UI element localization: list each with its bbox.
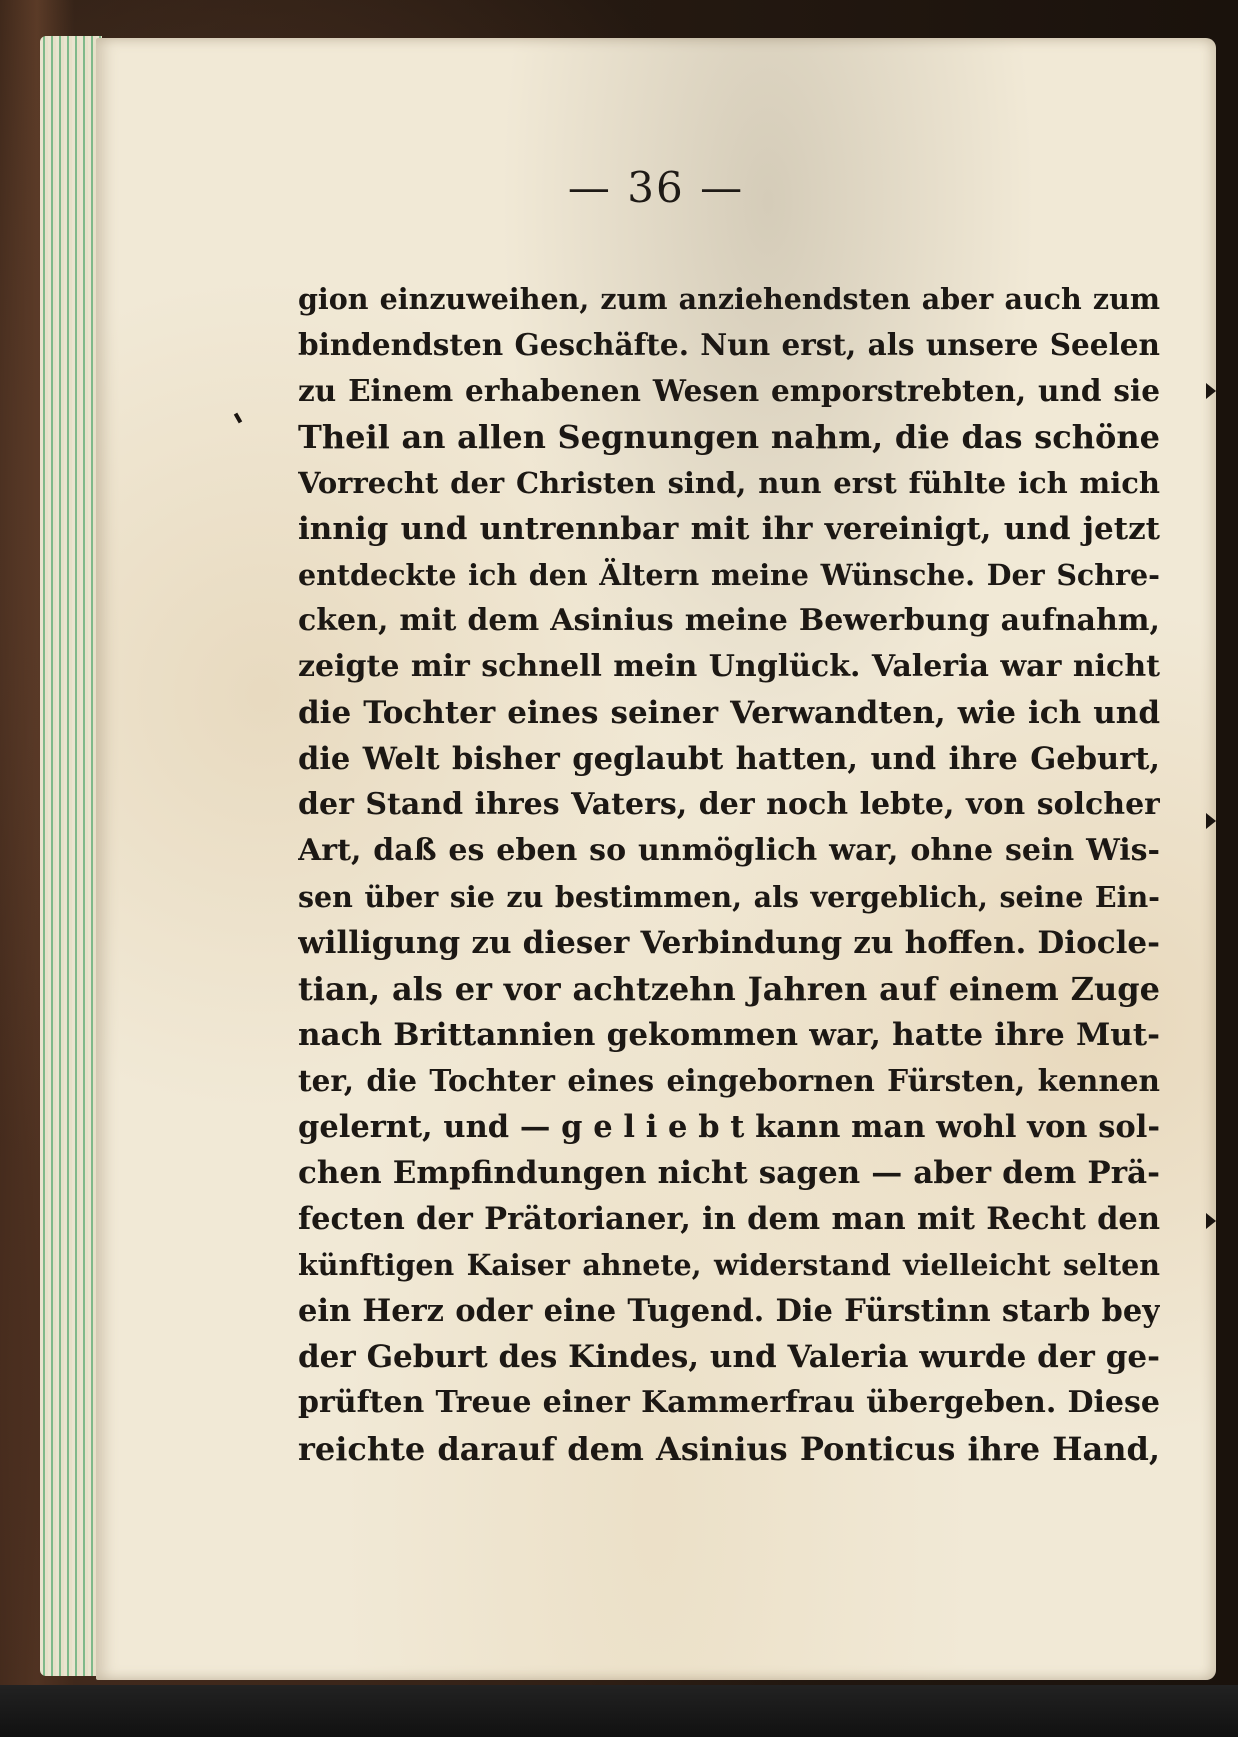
text-line: entdeckte ich den Ältern meine Wünsche. Der Schre- — [298, 558, 1160, 592]
text-line: gelernt, und — g e l i e b t kann man wohl von sol- — [298, 1109, 1160, 1145]
text-line: willigung zu dieser Verbindung zu hoffen. Diocle- — [298, 925, 1160, 961]
page-edges — [40, 36, 102, 1676]
text-line: Theil an allen Segnungen nahm, die das schöne — [298, 418, 1160, 456]
page-number: — 36 — — [567, 163, 745, 212]
ink-speck — [234, 413, 242, 424]
text-line: ter, die Tochter eines eingebornen Fürsten, kennen — [298, 1063, 1160, 1098]
margin-mark — [1206, 383, 1216, 399]
text-line: künftigen Kaiser ahnete, widerstand vielleicht selten — [298, 1248, 1160, 1282]
text-line: fecten der Prätorianer, in dem man mit Recht den — [298, 1201, 1160, 1237]
body-text — [298, 276, 1160, 1472]
book-page — [96, 38, 1216, 1680]
text-line: Vorrecht der Christen sind, nun erst fühlte ich mich — [298, 466, 1160, 500]
text-line: innig und untrennbar mit ihr vereinigt, und jetzt — [298, 511, 1160, 547]
text-line: die Welt bisher geglaubt hatten, und ihre Geburt, — [298, 741, 1160, 777]
margin-mark — [1206, 813, 1216, 829]
text-line: tian, als er vor achtzehn Jahren auf einem Zuge — [298, 970, 1160, 1008]
text-line: cken, mit dem Asinius meine Bewerbung aufnahm, — [298, 603, 1160, 638]
text-line: zeigte mir schnell mein Unglück. Valeria war nicht — [298, 649, 1160, 684]
text-line: zu Einem erhabenen Wesen emporstrebten, und sie — [298, 373, 1160, 408]
margin-mark — [1206, 1213, 1216, 1229]
text-line: der Geburt des Kindes, und Valeria wurde der ge- — [298, 1339, 1160, 1375]
text-line: bindendsten Geschäfte. Nun erst, als unsere Seelen — [298, 327, 1160, 362]
binding-edge — [0, 1685, 1238, 1737]
text-line: Art, daß es eben so unmöglich war, ohne sein Wis- — [298, 833, 1160, 868]
text-line: nach Brittannien gekommen war, hatte ihre Mut- — [298, 1017, 1160, 1053]
text-line: ein Herz oder eine Tugend. Die Fürstinn starb bey — [298, 1293, 1160, 1329]
text-line: chen Empfindungen nicht sagen — aber dem Prä- — [298, 1155, 1160, 1191]
text-line: die Tochter eines seiner Verwandten, wie ich und — [298, 695, 1160, 731]
text-line: prüften Treue einer Kammerfrau übergeben. Diese — [298, 1385, 1160, 1420]
text-line: gion einzuweihen, zum anziehendsten aber auch zum — [298, 282, 1160, 316]
text-line: reichte darauf dem Asinius Ponticus ihre Hand, — [298, 1430, 1160, 1468]
text-line: der Stand ihres Vaters, der noch lebte, von solcher — [298, 787, 1160, 822]
text-line: sen über sie zu bestimmen, als vergeblich, seine Ein- — [298, 880, 1160, 914]
